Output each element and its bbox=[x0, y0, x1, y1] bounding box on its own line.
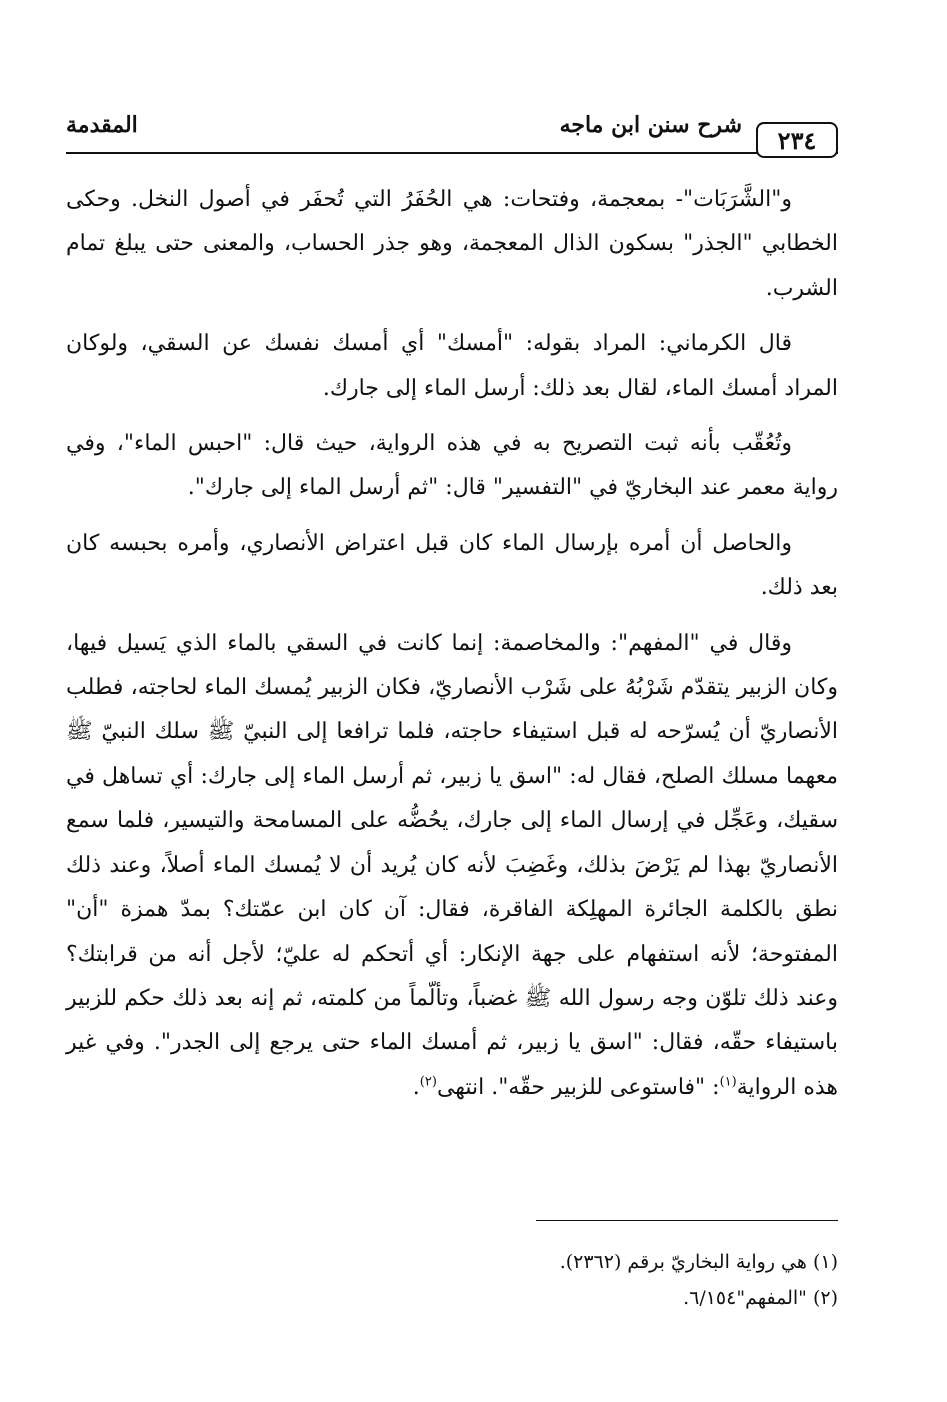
paragraph: والحاصل أن أمره بإرسال الماء كان قبل اعتراض الأنصاري، وأمره بحبسه كان بعد ذلك. bbox=[66, 530, 838, 601]
footnote-ref-2: (٢) bbox=[419, 1074, 437, 1090]
book-title: شرح سنن ابن ماجه bbox=[559, 112, 742, 138]
page-header bbox=[66, 104, 838, 154]
footnotes bbox=[66, 1244, 838, 1316]
footnote-1: (١) هي رواية البخاريّ برقم (٢٣٦٢). bbox=[559, 1251, 838, 1273]
paragraph: و"الشَّرَبَات"- بمعجمة، وفتحات: هي الحُفَرُ التي تُحفَر في أصول النخل. وحكى الخطابي "الجذر" بسكون الذال المعجمة، وهو جذر الحساب، والمعنى حتى يبلغ تمام الشرب. bbox=[66, 187, 838, 301]
paragraph: قال الكرماني: المراد بقوله: "أمسك" أي أمسك نفسك عن السقي، ولوكان المراد أمسك الماء، لقال بعد ذلك: أرسل الماء إلى جارك. bbox=[66, 331, 838, 401]
section-title: المقدمة bbox=[66, 112, 138, 138]
footnote-2: (٢) "المفهم"٦/١٥٤. bbox=[683, 1287, 838, 1309]
paragraph bbox=[66, 622, 838, 1110]
paragraph-quote: : "فاستوعى للزبير حقّه". انتهى bbox=[436, 1074, 720, 1100]
footnote-ref-1: (١) bbox=[719, 1074, 737, 1090]
paragraph: وتُعُقّب بأنه ثبت التصريح به في هذه الرواية، حيث قال: "احبس الماء"، وفي رواية معمر عند البخاريّ في "التفسير" قال: "ثم أرسل الماء إلى جارك". bbox=[66, 431, 838, 501]
paragraph-end: . bbox=[412, 1074, 420, 1100]
footnote-divider bbox=[536, 1220, 838, 1221]
page-number-badge bbox=[756, 122, 838, 158]
page-number: ٢٣٤ bbox=[777, 125, 817, 155]
paragraph-text: وقال في "المفهم": والمخاصمة: إنما كانت في السقي بالماء الذي يَسيل فيها، وكان الزبير يتقدّم شَرْبُهُ على شَرْب الأنصاريّ، فكان الزبير يُمسك الماء لحاجته، فطلب الأنصاريّ أن يُسرّحه له قبل استيفاء حاجته، فلما ترافعا إلى النبيّ ﷺ سلك النبيّ ﷺ معهما مسلك الصلح، فقال له: "اسق يا زبير، ثم أرسل الماء إلى جارك: أي تساهل في سقيك، وعَجِّل في إرسال الماء إلى جارك، يحُضُّه على المسامحة والتيسير، فلما سمع الأنصاريّ بهذا لم يَرْضَ بذلك، وغَضِبَ لأنه كان يُريد أن لا يُمسك الماء أصلاً، وعند ذلك نطق بالكلمة الجائرة المهلِكة الفاقرة، فقال: آن كان ابن عمّتك؟ بمدّ همزة "أن" المفتوحة؛ لأنه استفهام على جهة الإنكار: أي أتحكم له عليّ؛ لأجل أنه من قرابتك؟ وعند ذلك تلوّن وجه رسول الله ﷺ غضباً، وتألّماً من كلمته، ثم إنه بعد ذلك حكم للزبير باستيفاء حقّه، فقال: "اسق يا زبير، ثم أمسك الماء حتى يرجع إلى الجدر". وفي غير هذه الرواية bbox=[66, 630, 838, 1100]
main-text bbox=[66, 178, 838, 1121]
